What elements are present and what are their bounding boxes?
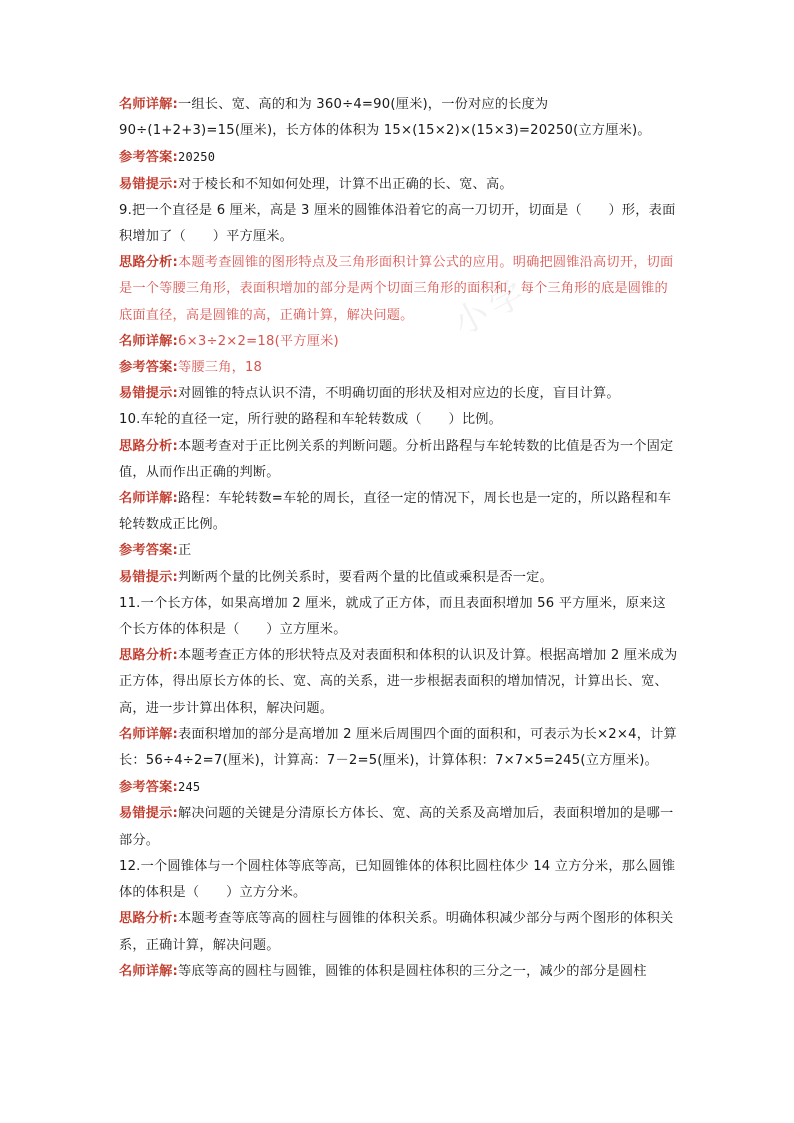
detail-paragraph (119, 329, 679, 355)
detail-label: 名师详解: (119, 726, 179, 742)
question-paragraph: 12.一个圆锥体与一个圆柱体等底等高，已知圆锥体的体积比圆柱体少 14 立方分米，那么圆锥体的体积是（ ）立方分米。 (119, 858, 676, 901)
analysis-label: 思路分析: (119, 438, 179, 454)
paragraph-text: 6×3÷2×2=18(平方厘米) (178, 333, 339, 349)
analysis-label: 思路分析: (119, 648, 179, 664)
paragraph-text: 本题考查对于正比例关系的判断问题。分析出路程与车轮转数的比值是否为一个固定值，从而作出正确的判断。 (119, 438, 674, 480)
document-content (119, 92, 679, 985)
paragraph-text: 对于棱长和不知如何处理，计算不出正确的长、宽、高。 (178, 176, 513, 192)
detail-paragraph (119, 959, 679, 985)
answer-paragraph (119, 538, 679, 564)
paragraph-text: 本题考查正方体的形状特点及对表面积和体积的认识及计算。根据高增加 2 厘米成为正方体，得出原长方体的长、宽、高的关系，进一步根据表面积的增加情况，计算出长、宽、高，进一步计算出体积，解决问题。 (119, 648, 678, 716)
answer-label: 参考答案: (119, 150, 179, 166)
detail-paragraph (119, 92, 679, 144)
answer-label: 参考答案: (119, 780, 179, 796)
tip-paragraph (119, 172, 679, 198)
watermark-text: 小学 (446, 271, 537, 345)
paragraph-text: 本题考查等底等高的圆柱与圆锥的体积关系。明确体积减少部分与两个图形的体积关系，正确计算，解决问题。 (119, 911, 674, 953)
tip-label: 易错提示: (119, 386, 179, 402)
detail-paragraph (119, 722, 679, 774)
analysis-label: 思路分析: (119, 911, 179, 927)
answer-label: 参考答案: (119, 543, 179, 559)
detail-label: 名师详解: (119, 963, 179, 979)
paragraph-text: 等底等高的圆柱与圆锥，圆锥的体积是圆柱体积的三分之一，减少的部分是圆柱 (178, 963, 647, 979)
question-paragraph: 10.车轮的直径一定，所行驶的路程和车轮转数成（ ）比例。 (119, 412, 503, 428)
tip-label: 易错提示: (119, 806, 179, 822)
tip-label: 易错提示: (119, 569, 179, 585)
analysis-paragraph (119, 434, 679, 486)
paragraph-text: 表面积增加的部分是高增加 2 厘米后周围四个面的面积和，可表示为长×2×4，计算长：56÷4÷2=7(厘米)，计算高：7－2=5(厘米)，计算体积：7×7×5=245(立方厘米)。 (119, 726, 677, 769)
answer-paragraph (119, 774, 679, 801)
paragraph-text: 正 (178, 543, 192, 559)
analysis-paragraph (119, 643, 679, 722)
question-paragraph: 11.一个长方体，如果高增加 2 厘米，就成了正方体，而且表面积增加 56 平方厘米，原来这个长方体的体积是（ ）立方厘米。 (119, 595, 666, 638)
detail-label: 名师详解: (119, 333, 179, 349)
paragraph-text: 等腰三角，18 (178, 360, 263, 376)
question-paragraph: 9.把一个直径是 6 厘米，高是 3 厘米的圆锥体沿着它的高一刀切开，切面是（ ）形，表面积增加了（ ）平方厘米。 (119, 202, 676, 245)
detail-paragraph (119, 486, 679, 538)
tip-label: 易错提示: (119, 176, 179, 192)
paragraph-text: 20250 (178, 150, 216, 165)
paragraph-text: 本题考查圆锥的图形特点及三角形面积计算公式的应用。明确把圆锥沿高切开，切面是一个等腰三角形，表面积增加的部分是两个切面三角形的面积和，每个三角形的底是圆锥的底面直径，高是圆锥的高，正确计算，解决问题。 (119, 255, 674, 323)
paragraph-text: 解决问题的关键是分清原长方体长、宽、高的关系及高增加后，表面积增加的是哪一部分。 (119, 806, 674, 848)
analysis-paragraph (119, 906, 679, 958)
detail-label: 名师详解: (119, 491, 179, 507)
answer-paragraph (119, 355, 679, 381)
tip-paragraph (119, 801, 679, 853)
answer-label: 参考答案: (119, 360, 179, 376)
detail-label: 名师详解: (119, 97, 179, 112)
tip-paragraph (119, 381, 679, 407)
paragraph-text: 对圆锥的特点认识不清，不明确切面的形状及相对应边的长度，盲目计算。 (178, 386, 620, 402)
analysis-paragraph (119, 250, 679, 329)
analysis-label: 思路分析: (119, 255, 179, 271)
answer-paragraph (119, 144, 679, 171)
tip-paragraph (119, 565, 679, 591)
paragraph-text: 路程：车轮转数=车轮的周长，直径一定的情况下，周长也是一定的，所以路程和车轮转数成正比例。 (119, 491, 672, 533)
paragraph-text: 判断两个量的比例关系时，要看两个量的比值或乘积是否一定。 (178, 569, 553, 585)
paragraph-text: 245 (178, 780, 201, 795)
paragraph-text: 一组长、宽、高的和为 360÷4=90(厘米)，一份对应的长度为 90÷(1+2+3)=15(厘米)，长方体的体积为 15×(15×2)×(15×3)=20250(立方厘米)。 (119, 97, 651, 139)
